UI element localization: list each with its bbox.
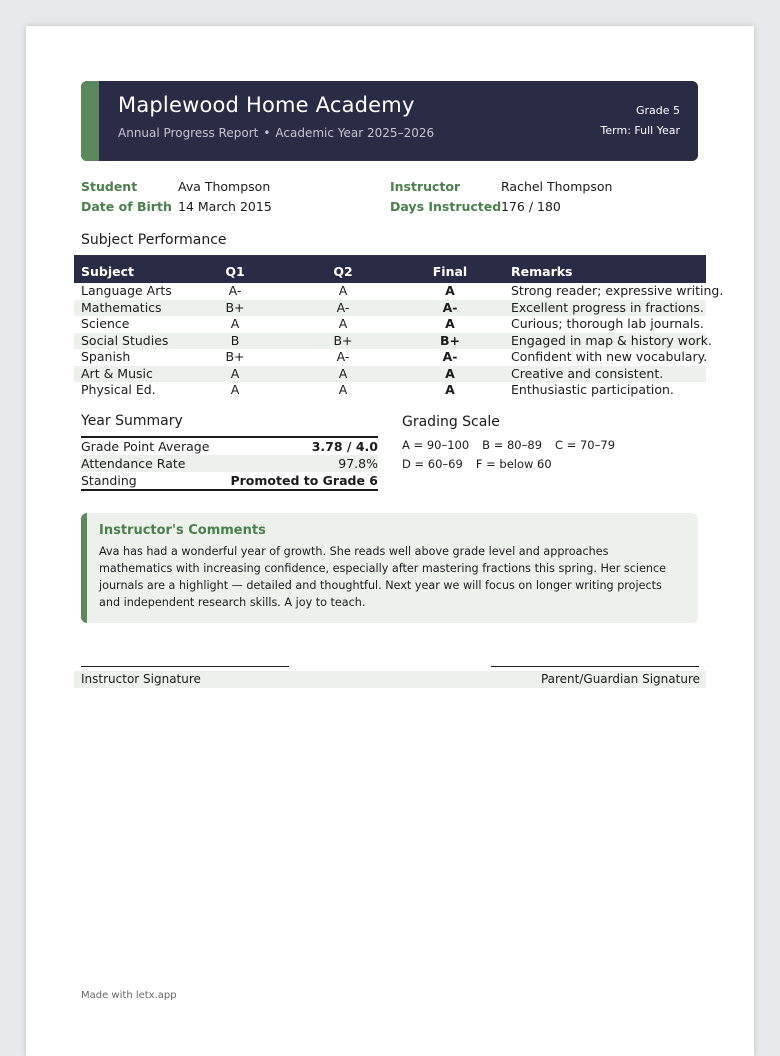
header-subject: Subject [81,264,134,279]
subject-performance-title: Subject Performance [81,232,227,248]
parent-signature-label: Parent/Guardian Signature [540,672,700,686]
instructor-comments-box [81,513,698,623]
grade-level: Grade 5 [635,104,680,117]
parent-signature-line [491,666,699,667]
student-name: Ava Thompson [178,179,271,194]
scale-a: A = 90–100 [402,438,470,452]
cell-q2: A- [336,299,350,315]
attendance-row [81,455,378,472]
year-summary-table [81,436,378,491]
cell-q1: A [230,365,240,381]
cell-final: A [445,365,455,381]
days-value: 176 / 180 [501,199,561,214]
cell-final: B+ [439,332,460,348]
dob-value: 14 March 2015 [178,199,272,214]
cell-final: A- [442,349,458,364]
school-name: Maplewood Home Academy [118,93,415,117]
cell-q1: A- [228,283,242,298]
cell-q1: B+ [225,299,245,315]
cell-subject: Social Studies [81,332,169,348]
scale-c: C = 70–79 [555,438,616,452]
dob-label: Date of Birth [81,199,172,214]
comments-title: Instructor's Comments [99,523,266,538]
year-summary-title: Year Summary [81,413,183,429]
report-page [26,26,754,1056]
cell-subject: Physical Ed. [81,382,156,397]
gpa-label: Grade Point Average [81,439,210,454]
subtitle-separator: • [263,126,271,140]
term-label: Term: Full Year [600,124,680,137]
cell-subject: Science [81,316,130,331]
table-row [74,316,706,333]
header-q1: Q1 [225,264,245,279]
gpa-value: 3.78 / 4.0 [311,439,378,454]
cell-remarks: Engaged in map & history work. [511,332,712,348]
table-row [74,349,706,366]
standing-label: Standing [81,473,137,488]
cell-q1: A [230,316,240,331]
grading-scale-title: Grading Scale [402,414,500,430]
table-header [74,255,706,283]
attendance-label: Attendance Rate [81,456,186,471]
scale-f: F = below 60 [475,457,552,471]
standing-row [81,472,378,489]
table-row [74,332,712,350]
cell-remarks: Enthusiastic participation. [511,382,674,397]
header-banner [81,81,698,161]
grading-scale-line-1 [402,438,628,452]
report-subtitle [118,126,434,140]
cell-final: A [445,283,455,298]
instructor-label: Instructor [390,179,461,194]
banner-accent-bar [81,81,99,161]
cell-final: A [445,382,455,397]
cell-final: A [445,316,455,331]
cell-subject: Art & Music [81,365,153,381]
cell-q1: B+ [225,349,245,364]
cell-q2: A [338,365,348,381]
subject-table [74,255,724,399]
scale-b: B = 80–89 [482,438,543,452]
cell-subject: Language Arts [81,283,172,298]
table-row [74,366,706,383]
cell-subject: Mathematics [81,299,162,315]
cell-remarks: Creative and consistent. [511,365,664,381]
cell-q1: B [230,332,240,348]
cell-q2: B+ [333,332,353,348]
header-q2: Q2 [333,264,353,279]
cell-remarks: Curious; thorough lab journals. [511,316,704,331]
instructor-name: Rachel Thompson [501,179,613,194]
cell-remarks: Strong reader; expressive writing. [511,283,724,298]
footer-credit: Made with letx.app [81,990,177,1001]
table-row [74,300,706,317]
header-remarks: Remarks [511,264,573,279]
cell-q1: A [230,382,240,397]
cell-q2: A [338,283,348,298]
table-row [74,382,706,399]
cell-q2: A [338,382,348,397]
cell-q2: A- [336,349,350,364]
instructor-signature-line [81,666,289,667]
comments-accent-bar [81,513,87,623]
standing-value: Promoted to Grade 6 [230,473,378,488]
table-row [74,283,724,300]
student-label: Student [81,179,138,194]
comments-body: Ava has had a wonderful year of growth. She reads well above grade level and approaches mathematics with increasing confidence, especially after mastering fractions this spring. Her science journals are a highlight — detailed and thoughtful. Next year we will focus on longer writing projects and independent research skills. A joy to teach. [99,545,667,609]
cell-final: A- [442,299,458,315]
instructor-signature-label: Instructor Signature [81,672,201,686]
scale-d: D = 60–69 [402,457,463,471]
days-label: Days Instructed [390,199,502,214]
cell-subject: Spanish [81,349,131,364]
report-title: Annual Progress Report [118,126,259,140]
cell-q2: A [338,316,348,331]
academic-year: Academic Year 2025–2026 [275,126,435,140]
cell-remarks: Excellent progress in fractions. [511,299,704,315]
header-final: Final [432,264,468,279]
grading-scale-line-2 [402,457,565,471]
cell-remarks: Confident with new vocabulary. [511,349,708,364]
gpa-row [81,438,378,455]
attendance-value: 97.8% [338,456,378,471]
